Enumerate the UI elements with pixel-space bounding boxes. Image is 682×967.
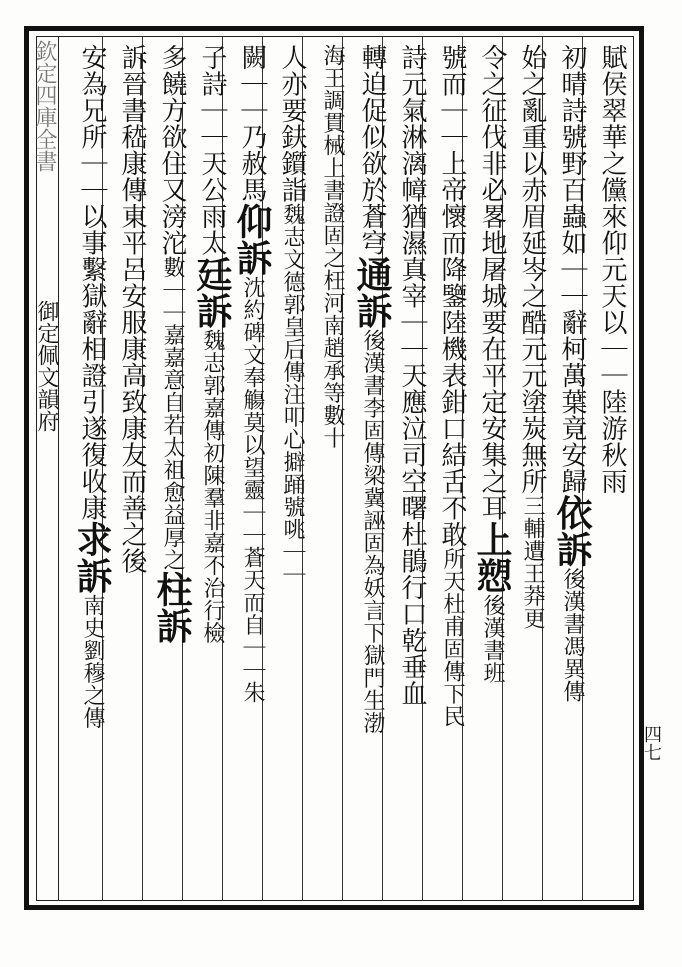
column-text: 海王調貫械上書證固之枉河南趙承等數十 bbox=[320, 44, 345, 449]
headword: 上 bbox=[471, 521, 513, 558]
headword: 依 bbox=[551, 494, 593, 531]
column-text: 安為兄所｜｜以事繫獄辭相證引遂復收康 bbox=[77, 44, 107, 521]
headword: 訴 bbox=[231, 239, 273, 276]
column-text: 沈約碑文奉觴莫以望靈｜｜蒼天而自｜｜朱 bbox=[240, 276, 265, 704]
text-column bbox=[390, 44, 434, 894]
text-column bbox=[350, 44, 394, 894]
headword: 訴 bbox=[551, 531, 593, 568]
headword: 訴 bbox=[351, 292, 393, 329]
text-column bbox=[230, 44, 274, 894]
text-column bbox=[150, 44, 194, 894]
text-column bbox=[590, 44, 634, 894]
text-column bbox=[550, 44, 594, 894]
column-text: 後漢書班 bbox=[480, 594, 505, 684]
headword: 柱 bbox=[151, 571, 193, 608]
column-text: 三輔遭王莽更 bbox=[520, 494, 545, 630]
column-text: 所天杜甫 bbox=[440, 547, 465, 638]
text-column bbox=[310, 44, 354, 894]
text-column bbox=[190, 44, 234, 894]
column-text: 穆之傳 bbox=[80, 661, 105, 729]
page-number: 四七 bbox=[641, 725, 662, 761]
column-text: 數｜｜嘉嘉意自若太祖愈益厚之 bbox=[160, 256, 185, 571]
gutter-book-title: 御定佩文韻府 bbox=[34, 300, 59, 432]
column-text: 魏志郭嘉傳初陳羣非嘉不治行檢 bbox=[200, 329, 225, 644]
column-text: 後漢書李固傳梁冀誣固為妖言下獄門生渤 bbox=[360, 329, 385, 734]
headword: 求 bbox=[71, 521, 113, 558]
column-text: 闕｜｜乃赦馬 bbox=[237, 44, 267, 203]
text-column bbox=[510, 44, 554, 894]
column-text: 子詩｜｜天公雨太 bbox=[197, 44, 227, 256]
column-text: 轉迫促似欲於蒼穹 bbox=[357, 44, 387, 256]
text-column bbox=[110, 44, 154, 894]
column-text: 南史劉 bbox=[80, 594, 105, 662]
headword: 通 bbox=[351, 256, 393, 293]
column-text: 魏志文德郭皇后傳注叩心擗踊號咷｜｜ bbox=[280, 203, 305, 586]
text-column bbox=[470, 44, 514, 894]
headword: 訴 bbox=[71, 557, 113, 594]
column-text: 詩元氣淋漓幛猶濕真宰｜｜天應泣司空曙杜鵑行口乾垂血 bbox=[397, 44, 427, 707]
column-text: 訴晉書嵇康傳東平呂安服康高致康友而善之後 bbox=[117, 44, 147, 574]
column-text: 固傳下民 bbox=[440, 637, 465, 728]
column-text: 多饒方欲住又滂沱 bbox=[157, 44, 187, 256]
text-column bbox=[430, 44, 474, 894]
column-text: 始之亂重以赤眉延岑之酷元元塗炭無所 bbox=[517, 44, 547, 495]
headword: 廷 bbox=[191, 256, 233, 293]
column-text: 賦侯翠華之儻來仰元天以｜｜陸游秋雨 bbox=[597, 44, 627, 495]
headword: 訴 bbox=[191, 292, 233, 329]
column-text: 人亦要鈇鑕詣 bbox=[277, 44, 307, 203]
column-text: 令之征伐非必畧地屠城要在平定安集之耳 bbox=[477, 44, 507, 521]
text-column bbox=[270, 44, 314, 894]
headword: 訴 bbox=[151, 607, 193, 644]
text-column bbox=[70, 44, 114, 894]
column-text: 號而｜｜上帝懷而降鑒陸機表鉗口結舌不敢 bbox=[437, 44, 467, 548]
headword: 仰 bbox=[231, 203, 273, 240]
column-text: 初晴詩號野百蟲如｜｜辭柯萬葉竟安歸 bbox=[557, 44, 587, 495]
gutter-collection-title: 欽定四庫全書 bbox=[32, 40, 57, 172]
headword: 愬 bbox=[471, 557, 513, 594]
column-text: 後漢書馮異傳 bbox=[560, 567, 585, 703]
